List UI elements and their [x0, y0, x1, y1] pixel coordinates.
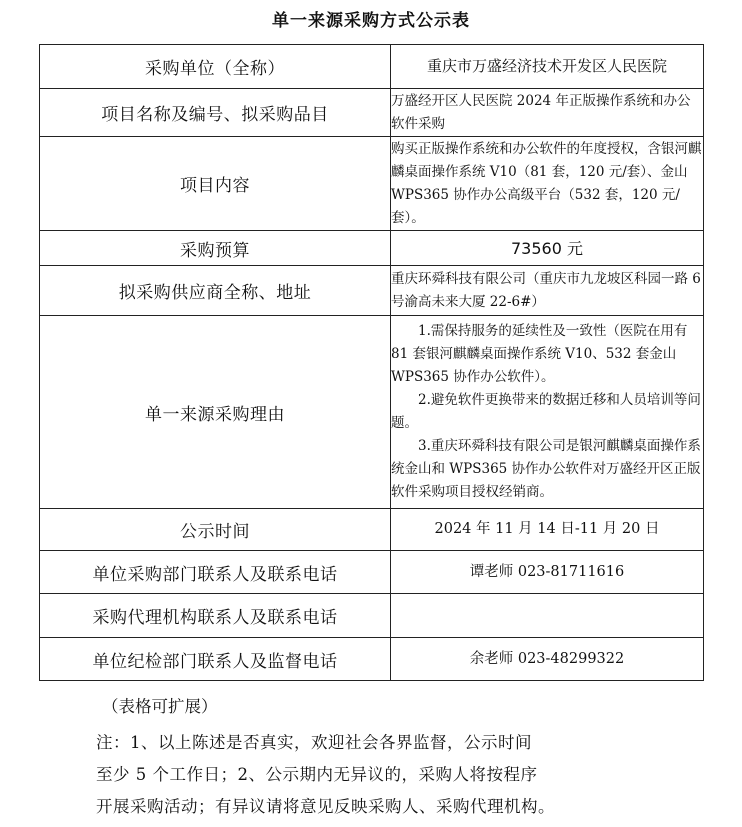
value-supervision-contact: 余老师 023-48299322 [391, 638, 704, 681]
value-publicity-period: 2024 年 11 月 14 日-11 月 20 日 [391, 509, 704, 551]
footnote-line-1: 注：1、以上陈述是否真实，欢迎社会各界监督，公示时间 [96, 733, 532, 752]
value-purchase-contact: 谭老师 023-81711616 [391, 551, 704, 594]
table-row-publicity-period [40, 509, 704, 551]
table-row-purchase-contact [40, 551, 704, 594]
table-row-purchaser [40, 45, 704, 89]
label-agency-contact: 采购代理机构联系人及联系电话 [40, 594, 391, 638]
value-agency-contact [391, 594, 704, 638]
label-supplier: 拟采购供应商全称、地址 [40, 266, 391, 316]
table-row-project-content [40, 137, 704, 231]
label-budget: 采购预算 [40, 231, 391, 266]
value-reasons [391, 316, 704, 509]
reason-item-1: 1.需保持服务的延续性及一致性（医院在用有 81 套银河麒麟桌面操作系统 V10、532 套金山 WPS365 协作办公软件）。 [391, 323, 688, 385]
label-purchaser: 采购单位（全称） [40, 45, 391, 89]
value-supplier: 重庆环舜科技有限公司（重庆市九龙坡区科园一路 6 号渝高未来大厦 22-6#） [391, 266, 704, 316]
label-reasons: 单一来源采购理由 [40, 316, 391, 509]
label-project-content: 项目内容 [40, 137, 391, 231]
label-project-name: 项目名称及编号、拟采购品目 [40, 89, 391, 137]
footnote-line-3: 开展采购活动；有异议请将意见反映采购人、采购代理机构。 [96, 797, 555, 816]
table-row-supervision-contact [40, 638, 704, 681]
table-row-reasons [40, 316, 704, 509]
value-project-content: 购买正版操作系统和办公软件的年度授权，含银河麒麟桌面操作系统 V10（81 套，120 元/套）、金山 WPS365 协作办公高级平台（532 套，120 元/套）。 [391, 137, 704, 231]
document-title: 单一来源采购方式公示表 [272, 11, 470, 31]
reason-item-2: 2.避免软件更换带来的数据迁移和人员培训等问题。 [391, 392, 701, 431]
table-row-project-name [40, 89, 704, 137]
label-publicity-period: 公示时间 [40, 509, 391, 551]
table-row-supplier [40, 266, 704, 316]
label-supervision-contact: 单位纪检部门联系人及监督电话 [40, 638, 391, 681]
notice-table [39, 44, 704, 681]
reason-item-3: 3.重庆环舜科技有限公司是银河麒麟桌面操作系统金山和 WPS365 协作办公软件对万盛经开区正版软件采购项目授权经销商。 [391, 438, 701, 500]
value-project-name: 万盛经开区人民医院 2024 年正版操作系统和办公软件采购 [391, 89, 704, 137]
footnote-line-2: 至少 5 个工作日；2、公示期内无异议的，采购人将按程序 [96, 765, 538, 784]
table-expandable-note: （表格可扩展） [102, 697, 218, 716]
value-purchaser: 重庆市万盛经济技术开发区人民医院 [391, 45, 704, 89]
label-purchase-contact: 单位采购部门联系人及联系电话 [40, 551, 391, 594]
table-row-agency-contact [40, 594, 704, 638]
value-budget: 73560 元 [391, 231, 704, 266]
table-row-budget [40, 231, 704, 266]
